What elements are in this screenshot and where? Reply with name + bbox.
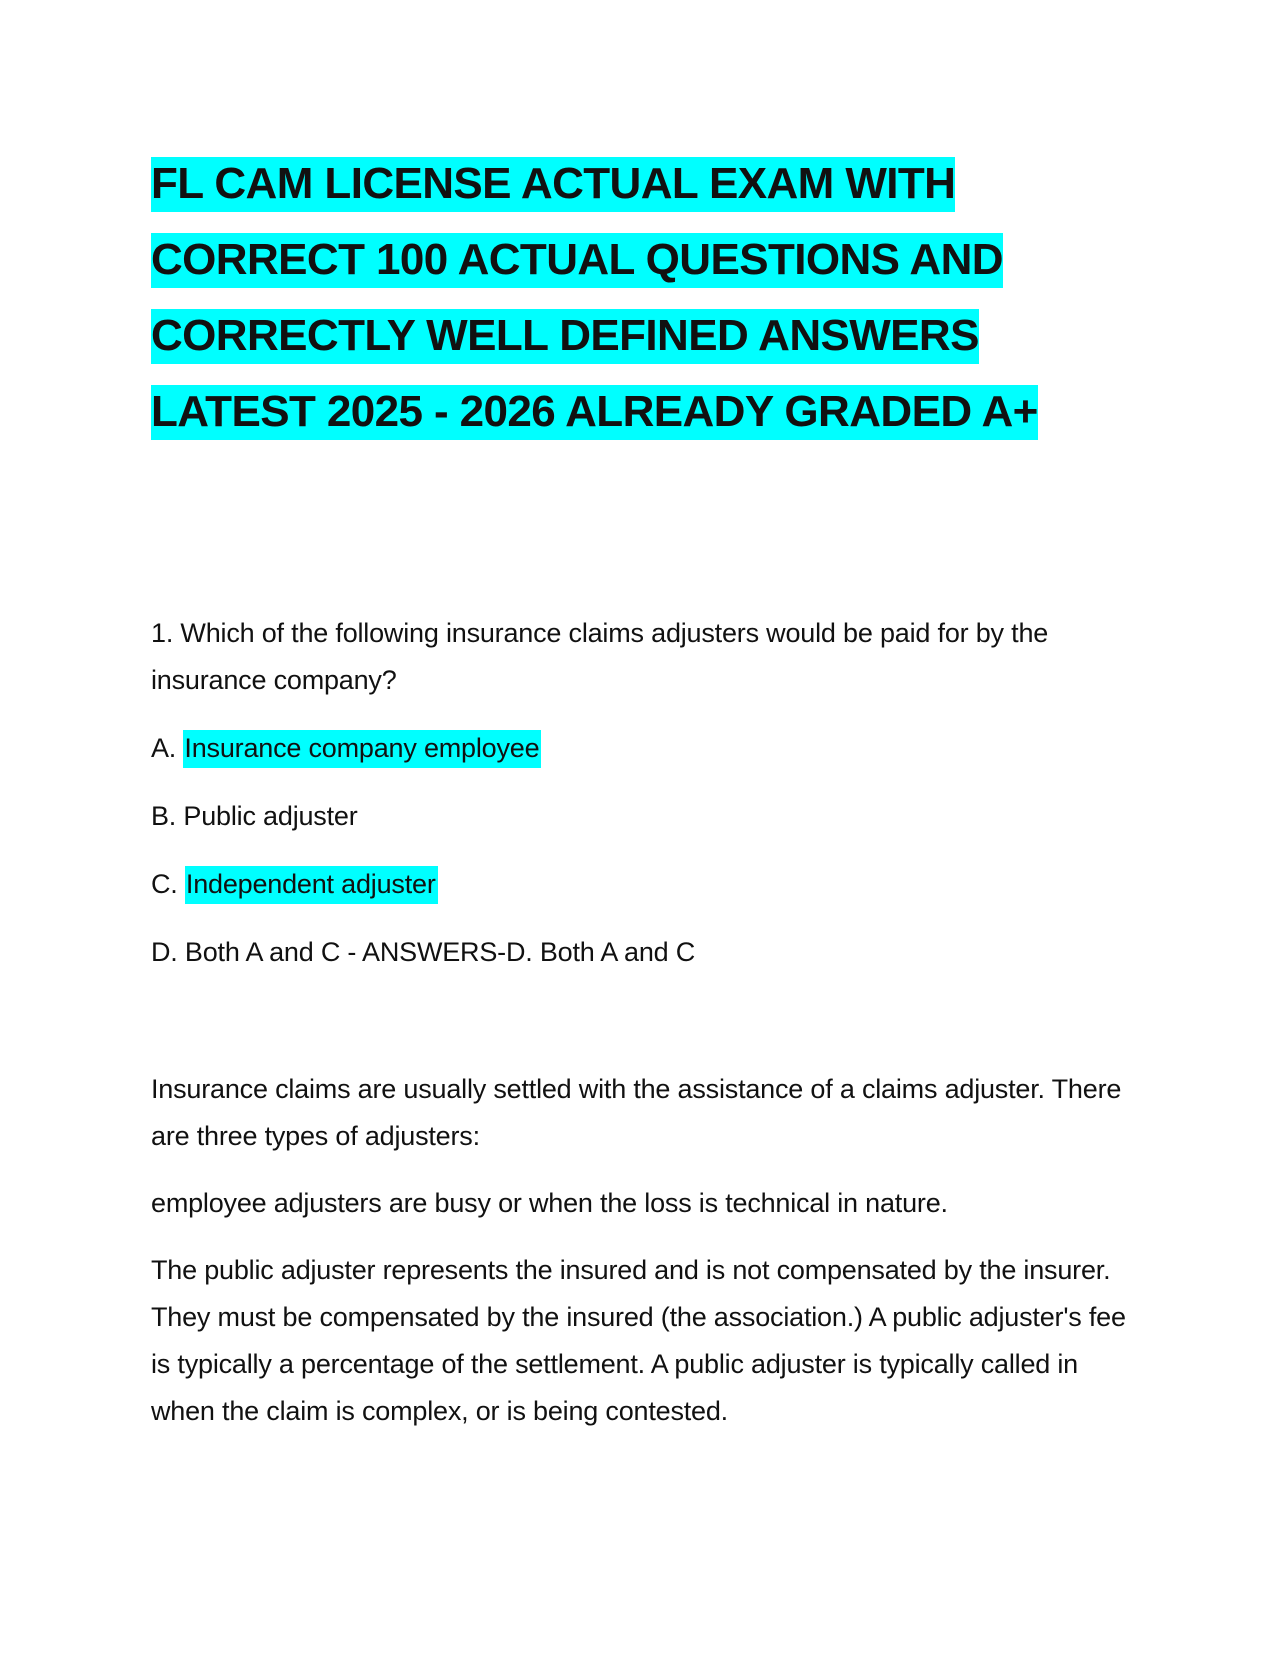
title-line-1: FL CAM LICENSE ACTUAL EXAM WITH <box>151 157 955 212</box>
option-d-text: Both A and C - ANSWERS-D. Both A and C <box>184 937 696 967</box>
title-line-4: LATEST 2025 - 2026 ALREADY GRADED A+ <box>151 385 1038 440</box>
question-1 <box>151 610 1141 967</box>
option-c <box>151 864 438 904</box>
document-header <box>151 146 1151 450</box>
question-text: 1. Which of the following insurance claims adjusters would be paid for by the insurance company? <box>151 618 1049 695</box>
option-b-prefix: B. <box>151 801 184 831</box>
answer-explanation <box>151 1066 1141 1435</box>
explanation-paragraph-3: The public adjuster represents the insured and is not compensated by the insurer. They must be compensated by the insured (the association.) A public adjuster's fee is typically a percentage of the settlement. A public adjuster is typically called in when the claim is complex, or is being contested. <box>151 1255 1126 1426</box>
explanation-paragraph-1: Insurance claims are usually settled with the assistance of a claims adjuster. There are three types of adjusters: <box>151 1074 1122 1151</box>
explanation-paragraph-2: employee adjusters are busy or when the loss is technical in nature. <box>151 1188 948 1218</box>
option-b <box>151 796 358 836</box>
option-c-text-highlighted: Independent adjuster <box>185 866 438 904</box>
document-title <box>151 146 1151 450</box>
option-a <box>151 728 541 768</box>
title-line-2: CORRECT 100 ACTUAL QUESTIONS AND <box>151 233 1003 288</box>
title-line-3: CORRECTLY WELL DEFINED ANSWERS <box>151 309 979 364</box>
option-a-prefix: A. <box>151 733 184 763</box>
option-d-prefix: D. <box>151 937 185 967</box>
option-d-answer <box>151 932 695 972</box>
option-a-text-highlighted: Insurance company employee <box>183 730 541 768</box>
option-b-text: Public adjuster <box>183 801 358 831</box>
option-c-prefix: C. <box>151 869 185 899</box>
